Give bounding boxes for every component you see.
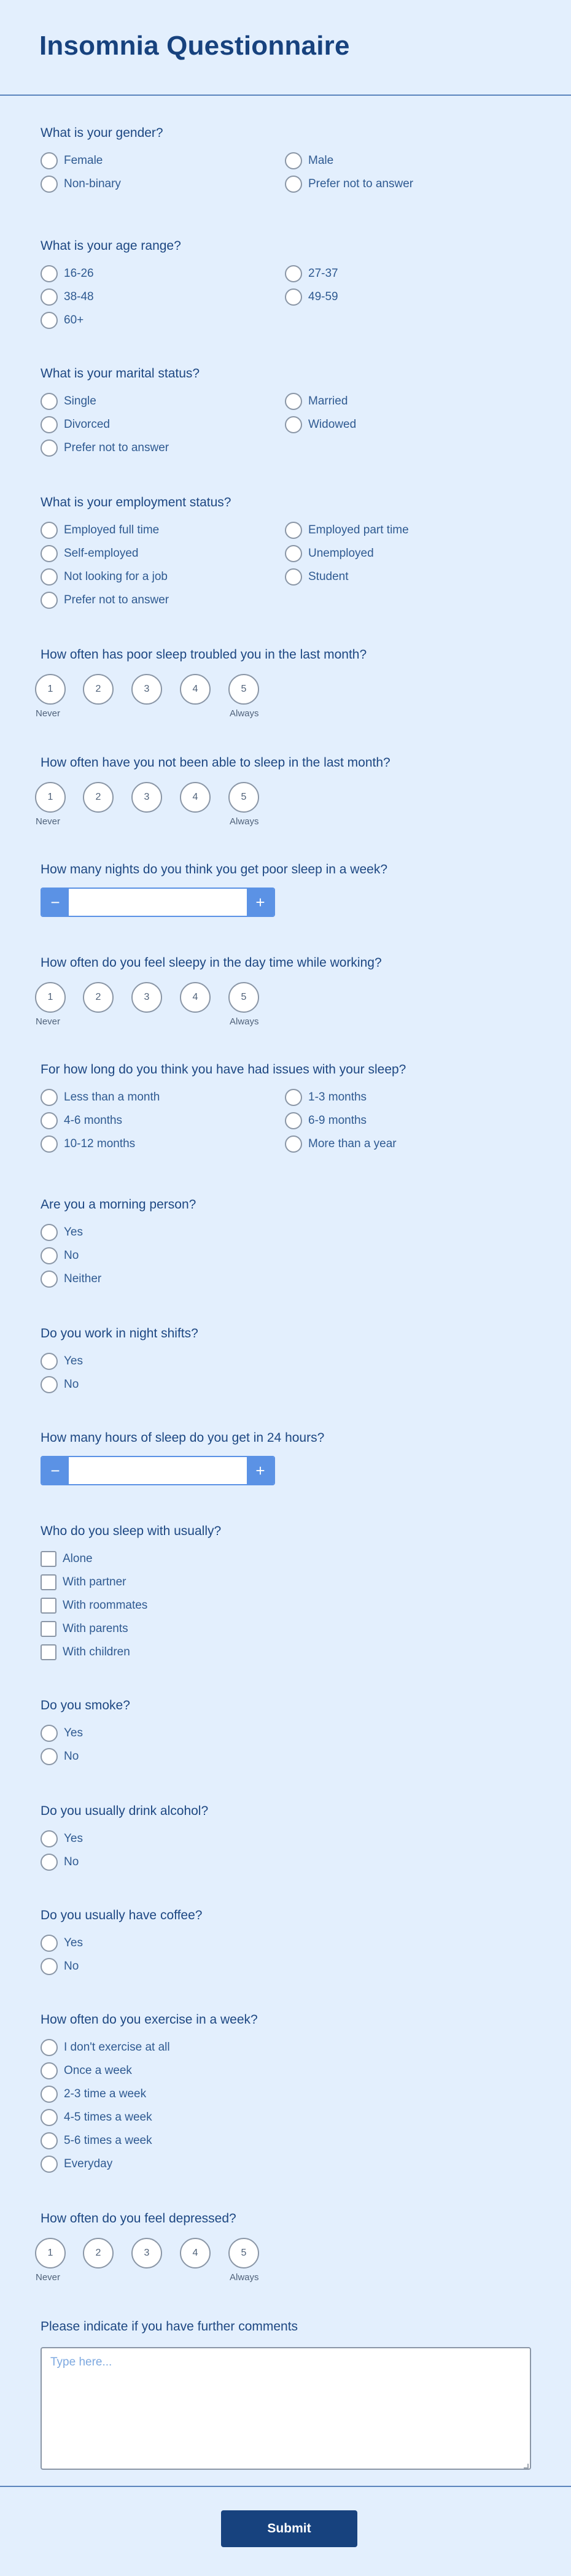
question-title: How often do you exercise in a week? xyxy=(41,2013,258,2027)
option-neither[interactable]: Neither xyxy=(41,1269,101,1289)
radio-button[interactable] xyxy=(41,176,58,193)
radio-button[interactable] xyxy=(41,2156,58,2173)
scale-option-1[interactable]: 1 xyxy=(35,782,66,813)
radio-button[interactable] xyxy=(285,152,302,169)
option-prefer-not[interactable]: Prefer not to answer xyxy=(285,174,413,194)
option-with-parents[interactable]: With parents xyxy=(41,1619,128,1639)
option-yes[interactable]: Yes xyxy=(41,1829,83,1849)
option-yes[interactable]: Yes xyxy=(41,1723,83,1743)
question-title: How many hours of sleep do you get in 24 hours? xyxy=(41,1431,325,1445)
scale-option-2[interactable]: 2 xyxy=(83,2238,114,2269)
option-male[interactable]: Male xyxy=(285,151,333,171)
hours-spinner xyxy=(41,1456,275,1485)
question-title: Are you a morning person? xyxy=(41,1197,196,1212)
scale-max-label: Always xyxy=(230,816,259,827)
option-4-5-week[interactable]: 4-5 times a week xyxy=(41,2108,152,2127)
question-title: What is your age range? xyxy=(41,239,181,253)
radio-button[interactable] xyxy=(41,1135,58,1153)
radio-button[interactable] xyxy=(41,288,58,306)
checkbox[interactable] xyxy=(41,1621,56,1637)
decrement-button[interactable]: − xyxy=(42,889,69,916)
option-yes[interactable]: Yes xyxy=(41,1352,83,1371)
option-1-3-months[interactable]: 1-3 months xyxy=(285,1088,367,1107)
scale-option-3[interactable]: 3 xyxy=(131,674,162,705)
question-title: What is your employment status? xyxy=(41,495,231,509)
radio-button[interactable] xyxy=(41,568,58,586)
radio-button[interactable] xyxy=(41,545,58,562)
question-title: Do you smoke? xyxy=(41,1698,130,1712)
option-once-week[interactable]: Once a week xyxy=(41,2061,132,2081)
option-non-binary[interactable]: Non-binary xyxy=(41,174,121,194)
scale-max-label: Always xyxy=(230,708,259,719)
radio-button[interactable] xyxy=(41,1353,58,1370)
option-no[interactable]: No xyxy=(41,1246,79,1266)
form-header xyxy=(0,0,571,96)
radio-button[interactable] xyxy=(285,176,302,193)
radio-button[interactable] xyxy=(41,265,58,282)
option-divorced[interactable]: Divorced xyxy=(41,415,110,435)
radio-button[interactable] xyxy=(41,1830,58,1847)
question-age xyxy=(41,238,532,327)
question-coffee xyxy=(41,1908,532,1973)
scale-min-label: Never xyxy=(36,1016,61,1027)
question-hours xyxy=(41,1430,532,1480)
option-married[interactable]: Married xyxy=(285,392,348,411)
option-10-12-months[interactable]: 10-12 months xyxy=(41,1134,135,1154)
radio-button[interactable] xyxy=(41,1935,58,1952)
option-60-plus[interactable]: 60+ xyxy=(41,311,84,330)
question-title: How many nights do you think you get poor sleep in a week? xyxy=(41,862,388,876)
radio-button[interactable] xyxy=(285,545,302,562)
radio-button[interactable] xyxy=(41,2086,58,2103)
option-38-48[interactable]: 38-48 xyxy=(41,287,94,307)
scale-option-2[interactable]: 2 xyxy=(83,982,114,1013)
option-no[interactable]: No xyxy=(41,1852,79,1872)
radio-button[interactable] xyxy=(41,1725,58,1742)
scale-max-label: Always xyxy=(230,2272,259,2283)
question-poor-sleep xyxy=(36,647,532,719)
option-5-6-week[interactable]: 5-6 times a week xyxy=(41,2131,152,2151)
scale-option-5[interactable]: 5 xyxy=(228,2238,259,2269)
question-title: How often have you not been able to sleep in the last month? xyxy=(41,756,390,770)
question-title: What is your gender? xyxy=(41,126,163,140)
scale-option-2[interactable]: 2 xyxy=(83,674,114,705)
question-title: For how long do you think you have had issues with your sleep? xyxy=(41,1062,406,1077)
question-sleep-with xyxy=(41,1523,532,1658)
nights-input[interactable] xyxy=(69,889,247,916)
radio-button[interactable] xyxy=(285,416,302,433)
scale-option-4[interactable]: 4 xyxy=(180,674,211,705)
resize-handle-icon[interactable] xyxy=(524,2464,529,2469)
question-title: Do you work in night shifts? xyxy=(41,1326,198,1340)
hours-input[interactable] xyxy=(69,1457,247,1484)
radio-button[interactable] xyxy=(41,312,58,329)
option-no[interactable]: No xyxy=(41,1747,79,1766)
radio-button[interactable] xyxy=(41,2039,58,2056)
radio-button[interactable] xyxy=(41,1247,58,1264)
option-not-looking[interactable]: Not looking for a job xyxy=(41,567,168,587)
scale-option-3[interactable]: 3 xyxy=(131,782,162,813)
decrement-button[interactable]: − xyxy=(42,1457,69,1484)
radio-button[interactable] xyxy=(41,1112,58,1129)
question-title: Do you usually drink alcohol? xyxy=(41,1804,209,1818)
option-with-partner[interactable]: With partner xyxy=(41,1572,126,1592)
option-4-6-months[interactable]: 4-6 months xyxy=(41,1111,122,1131)
question-employment xyxy=(41,495,532,606)
scale-option-3[interactable]: 3 xyxy=(131,2238,162,2269)
option-unemployed[interactable]: Unemployed xyxy=(285,544,374,563)
scale-min-label: Never xyxy=(36,2272,61,2283)
checkbox[interactable] xyxy=(41,1551,56,1567)
option-everyday[interactable]: Everyday xyxy=(41,2154,112,2174)
scale-option-5[interactable]: 5 xyxy=(228,982,259,1013)
scale-option-5[interactable]: 5 xyxy=(228,782,259,813)
footer-divider xyxy=(0,2486,571,2487)
question-comments xyxy=(41,2319,532,2335)
question-marital xyxy=(41,366,532,454)
option-6-9-months[interactable]: 6-9 months xyxy=(285,1111,367,1131)
radio-button[interactable] xyxy=(41,1748,58,1765)
radio-button[interactable] xyxy=(285,1135,302,1153)
form-title: Insomnia Questionnaire xyxy=(39,31,350,61)
question-title: What is your marital status? xyxy=(41,366,200,381)
scale-min-label: Never xyxy=(36,708,61,719)
question-title: Please indicate if you have further comments xyxy=(41,2319,298,2334)
scale-option-4[interactable]: 4 xyxy=(180,982,211,1013)
radio-button[interactable] xyxy=(285,1089,302,1106)
question-depressed xyxy=(36,2211,532,2283)
option-27-37[interactable]: 27-37 xyxy=(285,264,338,284)
radio-button[interactable] xyxy=(41,152,58,169)
checkbox[interactable] xyxy=(41,1644,56,1660)
increment-button[interactable]: + xyxy=(247,1457,274,1484)
radio-button[interactable] xyxy=(41,393,58,410)
option-less-than-month[interactable]: Less than a month xyxy=(41,1088,160,1107)
option-16-26[interactable]: 16-26 xyxy=(41,264,94,284)
option-student[interactable]: Student xyxy=(285,567,349,587)
radio-button[interactable] xyxy=(285,288,302,306)
nights-spinner xyxy=(41,888,275,917)
radio-button[interactable] xyxy=(41,1376,58,1393)
scale-option-1[interactable]: 1 xyxy=(35,674,66,705)
question-night-shifts xyxy=(41,1326,532,1391)
question-title: How often has poor sleep troubled you in the last month? xyxy=(41,648,367,662)
radio-button[interactable] xyxy=(285,522,302,539)
question-duration xyxy=(41,1062,532,1150)
option-widowed[interactable]: Widowed xyxy=(285,415,356,435)
question-smoke xyxy=(41,1698,532,1763)
scale-option-5[interactable]: 5 xyxy=(228,674,259,705)
option-prefer-not[interactable]: Prefer not to answer xyxy=(41,590,169,610)
option-single[interactable]: Single xyxy=(41,392,96,411)
radio-button[interactable] xyxy=(41,1271,58,1288)
option-more-than-year[interactable]: More than a year xyxy=(285,1134,397,1154)
option-yes[interactable]: Yes xyxy=(41,1933,83,1953)
question-unable-sleep xyxy=(36,755,532,827)
option-prefer-not[interactable]: Prefer not to answer xyxy=(41,438,169,458)
radio-button[interactable] xyxy=(41,2132,58,2149)
question-morning xyxy=(41,1197,532,1285)
radio-button[interactable] xyxy=(41,592,58,609)
option-with-roommates[interactable]: With roommates xyxy=(41,1596,147,1615)
question-sleepy xyxy=(36,955,532,1027)
scale-min-label: Never xyxy=(36,816,61,827)
radio-button[interactable] xyxy=(41,1854,58,1871)
question-nights xyxy=(41,862,532,911)
question-exercise xyxy=(41,2012,532,2170)
checkbox[interactable] xyxy=(41,1598,56,1614)
scale-max-label: Always xyxy=(230,1016,259,1027)
radio-button[interactable] xyxy=(285,568,302,586)
option-2-3-week[interactable]: 2-3 time a week xyxy=(41,2084,146,2104)
radio-button[interactable] xyxy=(41,439,58,457)
radio-button[interactable] xyxy=(41,522,58,539)
scale-option-1[interactable]: 1 xyxy=(35,2238,66,2269)
question-title: Do you usually have coffee? xyxy=(41,1908,203,1922)
comments-textarea[interactable] xyxy=(41,2347,531,2470)
scale-option-4[interactable]: 4 xyxy=(180,782,211,813)
radio-button[interactable] xyxy=(41,1089,58,1106)
scale-option-3[interactable]: 3 xyxy=(131,982,162,1013)
radio-button[interactable] xyxy=(41,2062,58,2079)
option-employed-part[interactable]: Employed part time xyxy=(285,520,409,540)
radio-button[interactable] xyxy=(285,1112,302,1129)
radio-button[interactable] xyxy=(41,2109,58,2126)
question-alcohol xyxy=(41,1803,532,1868)
radio-button[interactable] xyxy=(285,265,302,282)
option-self-employed[interactable]: Self-employed xyxy=(41,544,138,563)
option-female[interactable]: Female xyxy=(41,151,103,171)
radio-button[interactable] xyxy=(41,1224,58,1241)
scale-option-2[interactable]: 2 xyxy=(83,782,114,813)
increment-button[interactable]: + xyxy=(247,889,274,916)
question-title: Who do you sleep with usually? xyxy=(41,1524,222,1538)
option-no-exercise[interactable]: I don't exercise at all xyxy=(41,2038,170,2057)
option-with-children[interactable]: With children xyxy=(41,1642,130,1662)
submit-button[interactable]: Submit xyxy=(221,2510,357,2547)
option-yes[interactable]: Yes xyxy=(41,1223,83,1242)
radio-button[interactable] xyxy=(285,393,302,410)
option-alone[interactable]: Alone xyxy=(41,1549,93,1569)
option-no[interactable]: No xyxy=(41,1375,79,1394)
checkbox[interactable] xyxy=(41,1574,56,1590)
radio-button[interactable] xyxy=(41,1958,58,1975)
question-gender xyxy=(41,125,532,190)
scale-option-4[interactable]: 4 xyxy=(180,2238,211,2269)
option-employed-full[interactable]: Employed full time xyxy=(41,520,159,540)
option-no[interactable]: No xyxy=(41,1957,79,1976)
question-title: How often do you feel depressed? xyxy=(41,2211,236,2226)
option-49-59[interactable]: 49-59 xyxy=(285,287,338,307)
question-title: How often do you feel sleepy in the day time while working? xyxy=(41,956,382,970)
scale-option-1[interactable]: 1 xyxy=(35,982,66,1013)
radio-button[interactable] xyxy=(41,416,58,433)
